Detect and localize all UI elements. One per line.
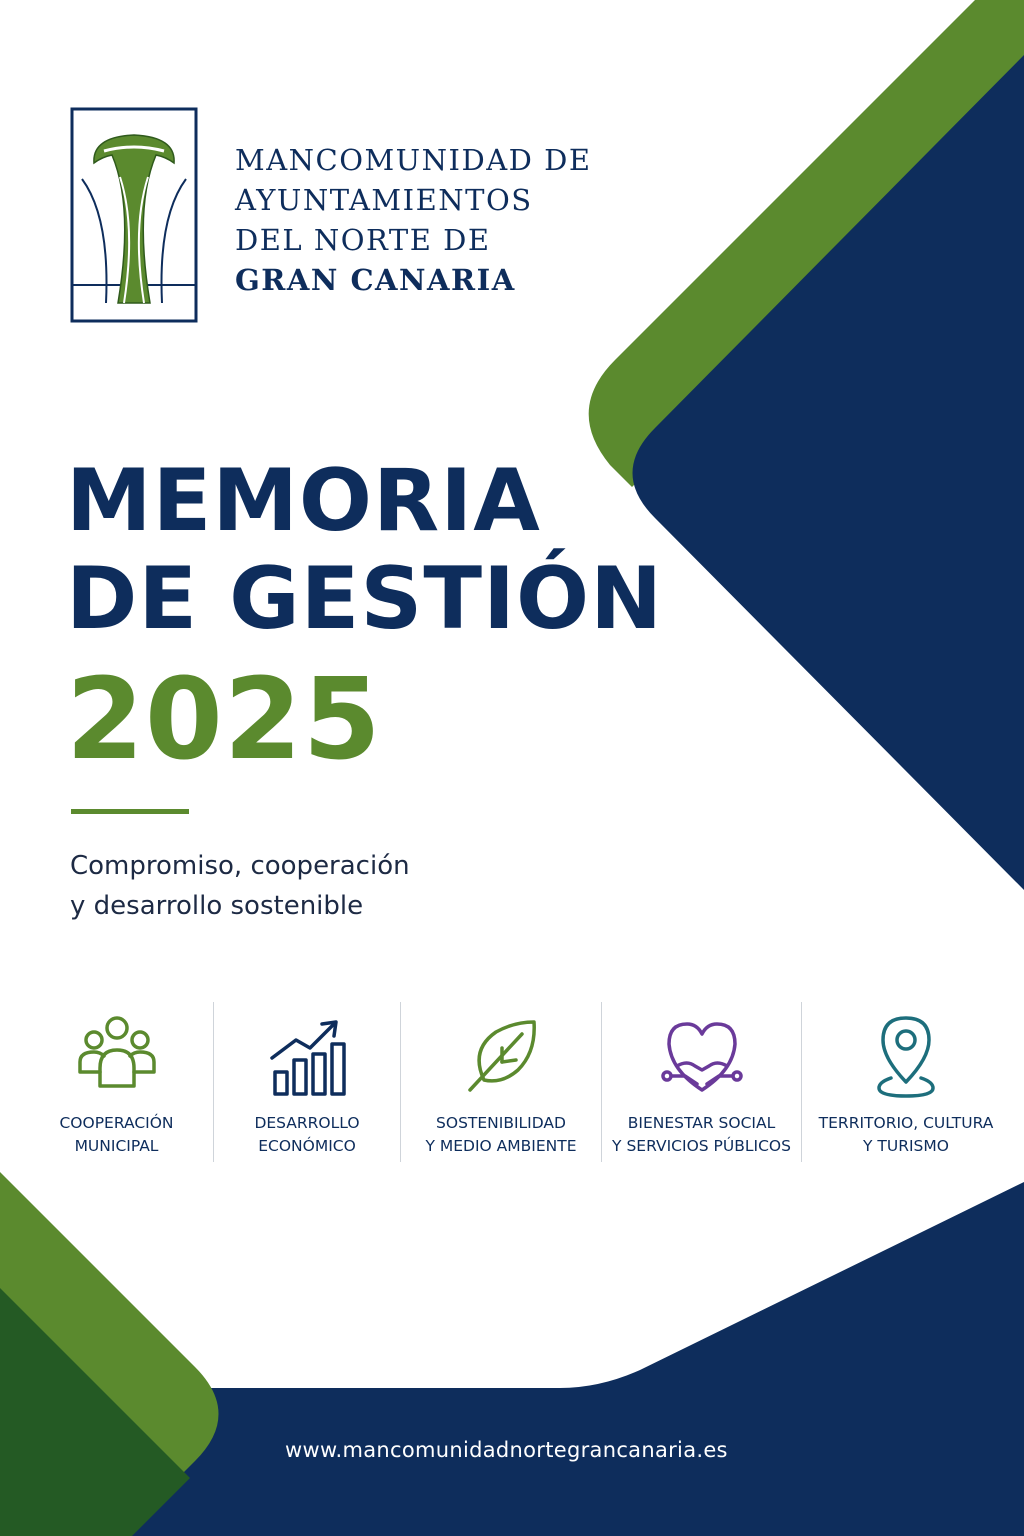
pillar-row xyxy=(20,1002,1010,1162)
pillar-label-line: Y SERVICIOS PÚBLICOS xyxy=(612,1137,791,1155)
leaf-icon xyxy=(456,1010,546,1100)
pillar-label-line: Y MEDIO AMBIENTE xyxy=(425,1137,577,1155)
pillar-label-line: SOSTENIBILIDAD xyxy=(436,1114,566,1132)
organization-name-line: MANCOMUNIDAD DE xyxy=(235,143,592,177)
pillar-label-line: COOPERACIÓN xyxy=(59,1114,174,1132)
pillar-label-line: DESARROLLO xyxy=(254,1114,360,1132)
pillar-label xyxy=(612,1112,791,1158)
pillar-label-line: TERRITORIO, CULTURA xyxy=(818,1114,994,1132)
pillar-label xyxy=(59,1112,173,1158)
pillar-bienestar xyxy=(602,1002,802,1162)
organization-name-line: DEL NORTE DE xyxy=(235,223,491,257)
pillar-label-line: Y TURISMO xyxy=(863,1137,949,1155)
pillar-label xyxy=(425,1112,576,1158)
tagline-line: Compromiso, cooperación xyxy=(70,851,410,881)
pillar-label-line: MUNICIPAL xyxy=(74,1137,159,1155)
pillar-cooperacion xyxy=(20,1002,214,1162)
organization-name xyxy=(235,140,592,300)
pillar-label-line: ECONÓMICO xyxy=(258,1137,356,1155)
report-year: 2025 xyxy=(66,655,382,785)
tagline xyxy=(70,846,410,926)
pillar-sostenibilidad xyxy=(401,1002,602,1162)
pillar-label-line: BIENESTAR SOCIAL xyxy=(627,1114,776,1132)
tagline-line: y desarrollo sostenible xyxy=(70,891,364,921)
report-title xyxy=(66,452,663,648)
organization-logo xyxy=(70,107,198,323)
organization-name-line: GRAN CANARIA xyxy=(235,263,516,297)
organization-name-line: AYUNTAMIENTOS xyxy=(235,183,533,217)
pillar-label xyxy=(254,1112,359,1158)
report-title-line: MEMORIA xyxy=(66,451,541,551)
location-pin-icon xyxy=(861,1010,951,1100)
heart-hands-icon xyxy=(657,1010,747,1100)
accent-rule xyxy=(71,809,189,814)
website-link[interactable]: www.mancomunidadnortegrancanaria.es xyxy=(285,1438,728,1462)
pillar-desarrollo xyxy=(214,1002,401,1162)
growth-chart-icon xyxy=(262,1010,352,1100)
report-title-line: DE GESTIÓN xyxy=(66,549,664,649)
pillar-label xyxy=(819,1112,994,1158)
people-group-icon xyxy=(72,1010,162,1100)
pillar-territorio xyxy=(802,1002,1010,1162)
